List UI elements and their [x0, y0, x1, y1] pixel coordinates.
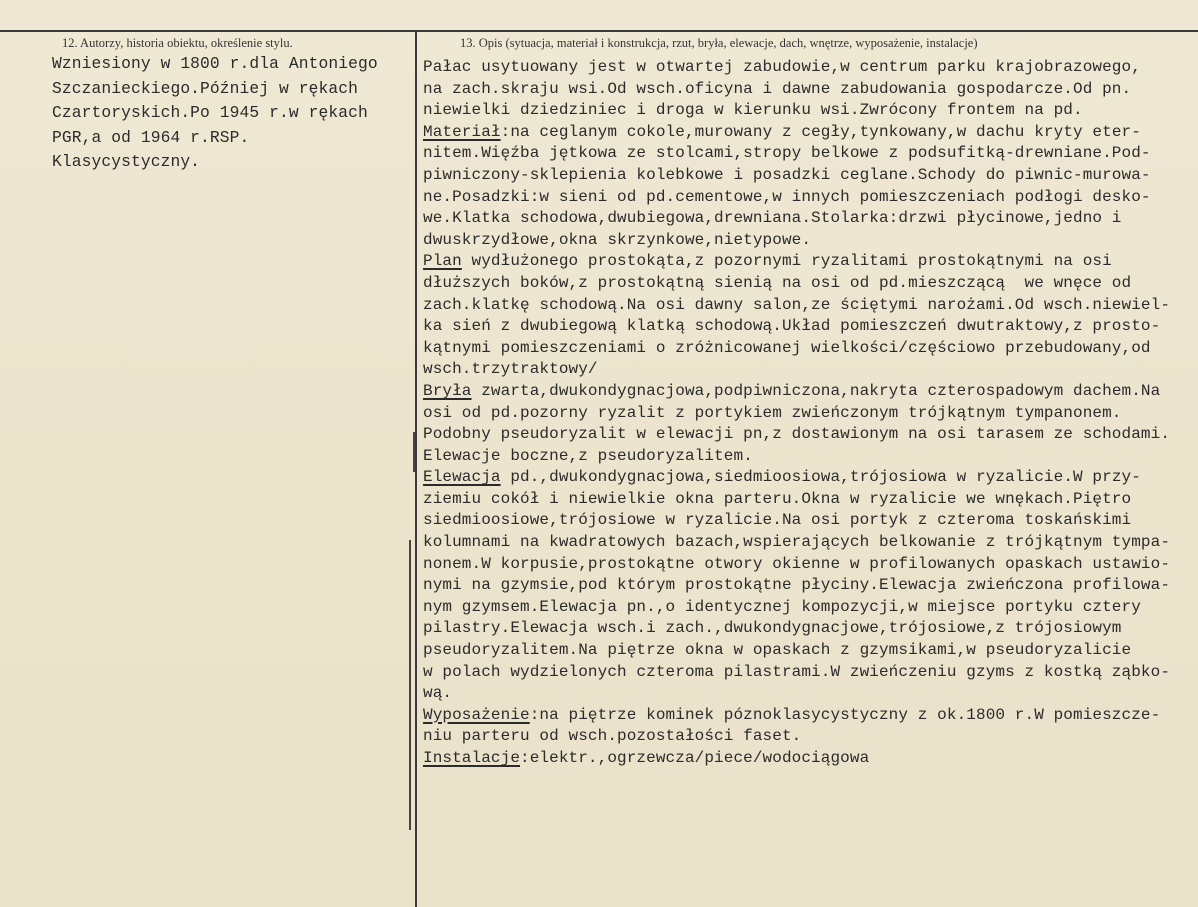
- line-text: pseudoryzalitem.Na piętrze okna w opaskach z gzymsikami,w pseudoryzalicie: [423, 641, 1132, 660]
- description-line: [423, 338, 1170, 360]
- line-text: nonem.W korpusie,prostokątne otwory okienne w profilowanych opaskach ustawio-: [423, 554, 1171, 573]
- description-line: [423, 705, 1170, 727]
- description-line: [423, 57, 1170, 79]
- description-line: [423, 187, 1170, 209]
- line-text: :na ceglanym cokole,murowany z cegły,tynkowany,w dachu kryty eter-: [500, 122, 1141, 141]
- history-text: [52, 52, 378, 175]
- line-text: pilastry.Elewacja wsch.i zach.,dwukondygnacjowe,trójosiowe,z trójosiowym: [423, 619, 1122, 638]
- description-line: [423, 251, 1170, 273]
- line-text: Podobny pseudoryzalit w elewacji pn,z dostawionym na osi tarasem ze schodami.: [423, 425, 1171, 444]
- line-text: dwuskrzydłowe,okna skrzynkowe,nietypowe.: [423, 230, 812, 249]
- section-13-header: 13. Opis (sytuacja, materiał i konstrukcja, rzut, bryła, elewacje, dach, wnętrze, wyposażenie, instalacje): [460, 36, 978, 50]
- description-line: [423, 79, 1170, 101]
- description-line: [423, 489, 1170, 511]
- line-text: niu parteru od wsch.pozostałości faset.: [423, 727, 802, 746]
- description-line: [423, 424, 1170, 446]
- description-line: [423, 165, 1170, 187]
- line-text: nitem.Więźba jętkowa ze stolcami,stropy belkowe z podsufitką-drewniane.Pod-: [423, 144, 1151, 163]
- line-text: zwarta,dwukondygnacjowa,podpiwniczona,nakryta czterospadowym dachem.Na: [471, 381, 1161, 400]
- description-line: [423, 143, 1170, 165]
- line-text: :elektr.,ogrzewcza/piece/wodociągowa: [520, 749, 870, 767]
- line-text: kolumnami na kwadratowych bazach,wspierających belkowanie z trójkątnym tympa-: [423, 533, 1171, 552]
- line-text: Elewacje boczne,z pseudoryzalitem.: [423, 446, 753, 465]
- line-text: Pałac usytuowany jest w otwartej zabudowie,w centrum parku krajobrazowego,: [423, 58, 1141, 76]
- description-line: [423, 273, 1170, 295]
- section-heading: Elewacja: [423, 468, 501, 487]
- line-text: kątnymi pomieszczeniami o zróżnicowanej wielkości/częściowo przebudowany,od: [423, 338, 1151, 357]
- description-line: [423, 446, 1170, 468]
- description-text: [423, 57, 1170, 770]
- description-line: [423, 381, 1170, 403]
- line-text: piwniczony-sklepienia kolebkowe i posadzki ceglane.Schody do piwnic-murowa-: [423, 165, 1151, 184]
- line-text: pd.,dwukondygnacjowa,siedmioosiowa,trójosiowa w ryzalicie.W przy-: [500, 468, 1141, 487]
- description-line: [423, 403, 1170, 425]
- description-line: [423, 359, 1170, 381]
- history-line: Wzniesiony w 1800 r.dla Antoniego: [52, 54, 378, 73]
- column-divider: [415, 30, 417, 907]
- line-text: ziemiu cokół i niewielkie okna parteru.Okna w ryzalicie we wnękach.Piętro: [423, 489, 1132, 508]
- history-line: Czartoryskich.Po 1945 r.w rękach: [52, 103, 368, 122]
- description-line: [423, 510, 1170, 532]
- section-heading: Instalacje: [423, 749, 521, 767]
- section-heading: Materiał: [423, 122, 501, 141]
- description-line: [423, 208, 1170, 230]
- description-line: [423, 316, 1170, 338]
- history-line: PGR,a od 1964 r.RSP.: [52, 127, 250, 147]
- description-line: [423, 575, 1170, 597]
- section-heading: Plan: [423, 252, 462, 271]
- history-line: Szczanieckiego.Później w rękach: [52, 78, 358, 98]
- section-heading: Bryła: [423, 381, 472, 400]
- margin-mark: [409, 540, 411, 830]
- line-text: wsch.trzytraktowy/: [423, 360, 598, 379]
- line-text: :na piętrze kominek póznoklasycystyczny z ok.1800 r.W pomieszcze-: [529, 705, 1161, 724]
- line-text: ka sień z dwubiegową klatką schodową.Układ pomieszczeń dwutraktowy,z prosto-: [423, 317, 1161, 336]
- line-text: nymi na gzymsie,pod którym prostokątne płyciny.Elewacja zwieńczona profilowa-: [423, 576, 1171, 595]
- description-line: [423, 597, 1170, 619]
- top-rule: [0, 30, 1198, 32]
- section-12-header: 12. Autorzy, historia obiektu, określenie stylu.: [62, 36, 293, 50]
- description-line: [423, 295, 1170, 317]
- line-text: niewielki dziedziniec i droga w kierunku wsi.Zwrócony frontem na pd.: [423, 101, 1083, 120]
- description-line: [423, 726, 1170, 748]
- line-text: w polach wydzielonych czteroma pilastrami.W zwieńczeniu gzyms z kostką ząbko-: [423, 662, 1171, 681]
- line-text: osi od pd.pozorny ryzalit z portykiem zwieńczonym trójkątnym tympanonem.: [423, 403, 1122, 422]
- description-line: [423, 532, 1170, 554]
- description-line: [423, 748, 1170, 770]
- description-line: [423, 618, 1170, 640]
- line-text: wą.: [423, 684, 453, 703]
- description-line: [423, 683, 1170, 705]
- description-line: [423, 100, 1170, 122]
- margin-mark: [413, 432, 415, 472]
- description-line: [423, 467, 1170, 489]
- line-text: wydłużonego prostokąta,z pozornymi ryzalitami prostokątnymi na osi: [461, 252, 1112, 271]
- line-text: nym gzymsem.Elewacja pn.,o identycznej kompozycji,w miejsce portyku cztery: [423, 597, 1141, 616]
- history-line: Klasycystyczny.: [52, 152, 201, 171]
- line-text: we.Klatka schodowa,dwubiegowa,drewniana.Stolarka:drzwi płycinowe,jedno i: [423, 209, 1122, 228]
- line-text: zach.klatkę schodową.Na osi dawny salon,ze ściętymi narożami.Od wsch.niewiel-: [423, 295, 1171, 314]
- line-text: dłuższych boków,z prostokątną sienią na osi od pd.mieszczącą we wnęce od: [423, 273, 1132, 292]
- section-heading: Wyposażenie: [423, 705, 530, 724]
- description-line: [423, 554, 1170, 576]
- line-text: siedmioosiowe,trójosiowe w ryzalicie.Na osi portyk z czteroma toskańskimi: [423, 511, 1132, 530]
- description-line: [423, 640, 1170, 662]
- line-text: na zach.skraju wsi.Od wsch.oficyna i dawne zabudowania gospodarcze.Od pn.: [423, 79, 1132, 98]
- description-line: [423, 230, 1170, 252]
- description-line: [423, 122, 1170, 144]
- line-text: ne.Posadzki:w sieni od pd.cementowe,w innych pomieszczeniach podłogi desko-: [423, 187, 1151, 206]
- description-line: [423, 662, 1170, 684]
